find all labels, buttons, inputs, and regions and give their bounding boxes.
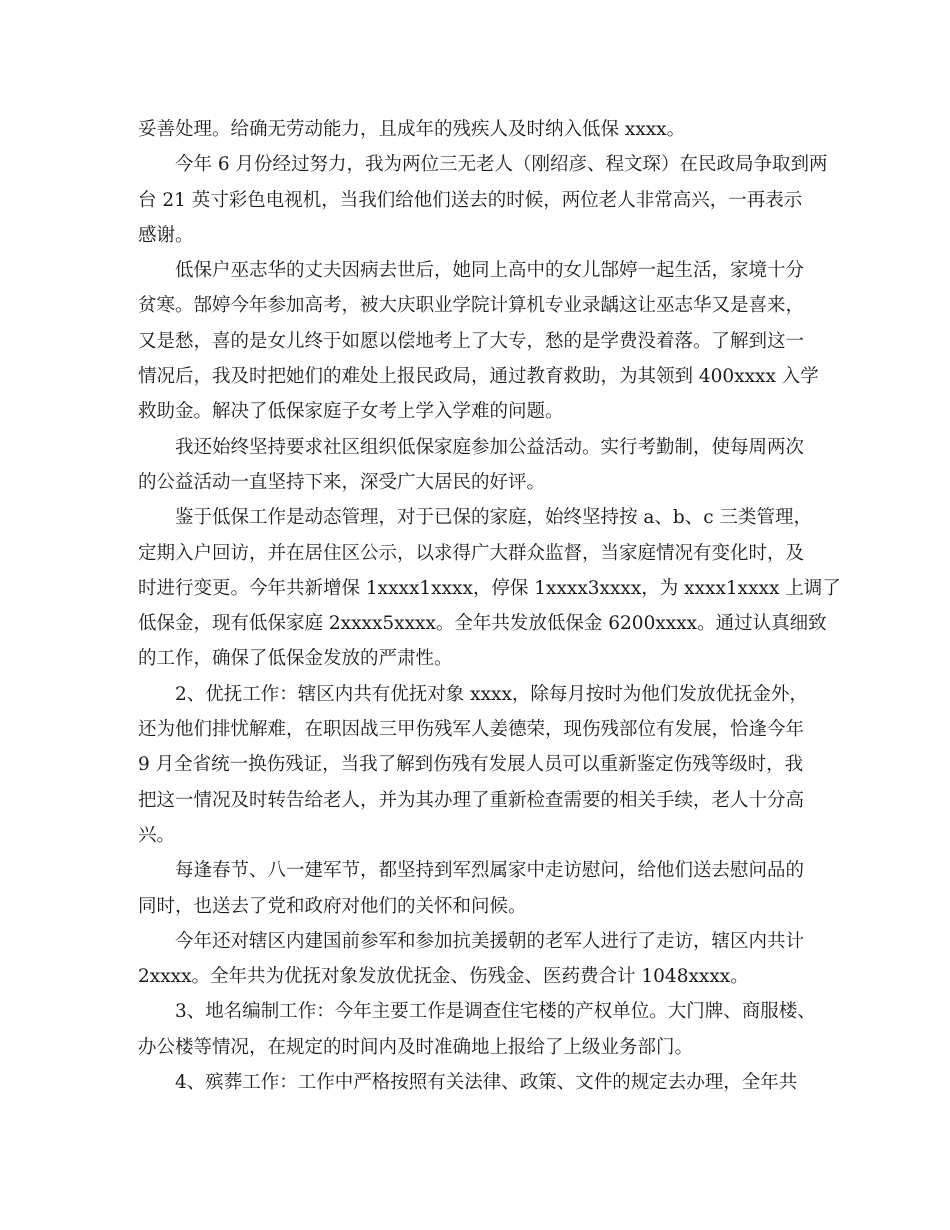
paragraph-first-line: 3、地名编制工作：今年主要工作是调查住宅楼的产权单位。大门牌、商服楼、 <box>175 1001 816 1023</box>
text-line: 救助金。解决了低保家庭子女考上学入学难的问题。 <box>138 401 564 423</box>
paragraph-first-line: 低保户巫志华的丈夫因病去世后，她同上高中的女儿郜婷一起生活，家境十分 <box>175 260 805 282</box>
paragraph-first-line: 今年 6 月份经过努力，我为两位三无老人（刚绍彦、程文琛）在民政局争取到两 <box>175 154 828 176</box>
paragraph-first-line: 我还始终坚持要求社区组织低保家庭参加公益活动。实行考勤制，使每周两次 <box>175 436 805 458</box>
body-text <box>138 112 841 1100</box>
text-line: 9 月全省统一换伤残证，当我了解到伤残有发展人员可以重新鉴定伤残等级时，我 <box>138 754 804 776</box>
text-line: 还为他们排忧解难，在职因战三甲伤残军人姜德荣，现伤残部位有发展，恰逢今年 <box>138 719 805 741</box>
text-line: 妥善处理。给确无劳动能力，且成年的残疾人及时纳入低保 xxxx。 <box>138 119 686 140</box>
paragraph-first-line: 4、殡葬工作：工作中严格按照有关法律、政策、文件的规定去办理，全年共 <box>175 1072 798 1094</box>
text-line: 定期入户回访，并在居住区公示，以求得广大群众监督，当家庭情况有变化时，及 <box>138 542 805 564</box>
text-line: 又是愁，喜的是女儿终于如愿以偿地考上了大专，愁的是学费没着落。了解到这一 <box>138 330 805 352</box>
text-line: 的公益活动一直坚持下来，深受广大居民的好评。 <box>138 471 546 493</box>
text-line: 的工作，确保了低保金发放的严肃性。 <box>138 648 453 670</box>
text-line: 把这一情况及时转告给老人，并为其办理了重新检查需要的相关手续，老人十分高 <box>138 789 805 811</box>
text-line: 贫寒。郜婷今年参加高考，被大庆职业学院计算机专业录龋这让巫志华又是喜来， <box>138 295 805 317</box>
text-line: 2xxxx。全年共为优抚对象发放优抚金、伤残金、医药费合计 1048xxxx。 <box>138 966 749 988</box>
text-line: 办公楼等情况，在规定的时间内及时准确地上报给了上级业务部门。 <box>138 1036 694 1058</box>
text-line: 同时，也送去了党和政府对他们的关怀和问候。 <box>138 895 527 917</box>
text-line: 情况后，我及时把她们的难处上报民政局，通过教育救助，为其领到 400xxxx 入学 <box>138 366 819 388</box>
text-line: 时进行变更。今年共新增保 1xxxx1xxxx，停保 1xxxx3xxxx，为 xxxx1xxxx 上调了 <box>138 577 841 599</box>
paragraph-first-line: 今年还对辖区内建国前参军和参加抗美援朝的老军人进行了走访，辖区内共计 <box>175 930 805 952</box>
text-line: 兴。 <box>138 824 176 846</box>
paragraph-first-line: 每逢春节、八一建军节，都坚持到军烈属家中走访慰问，给他们送去慰问品的 <box>175 860 805 882</box>
text-line: 感谢。 <box>138 224 194 246</box>
text-line: 台 21 英寸彩色电视机，当我们给他们送去的时候，两位老人非常高兴，一再表示 <box>138 189 803 211</box>
paragraph-first-line: 2、优抚工作：辖区内共有优抚对象 xxxx，除每月按时为他们发放优抚金外， <box>175 683 808 705</box>
paragraph-first-line: 鉴于低保工作是动态管理，对于已保的家庭，始终坚持按 a、b、c 三类管理， <box>175 507 812 529</box>
text-line: 低保金，现有低保家庭 2xxxx5xxxx。全年共发放低保金 6200xxxx。通过认真细致 <box>138 613 827 635</box>
